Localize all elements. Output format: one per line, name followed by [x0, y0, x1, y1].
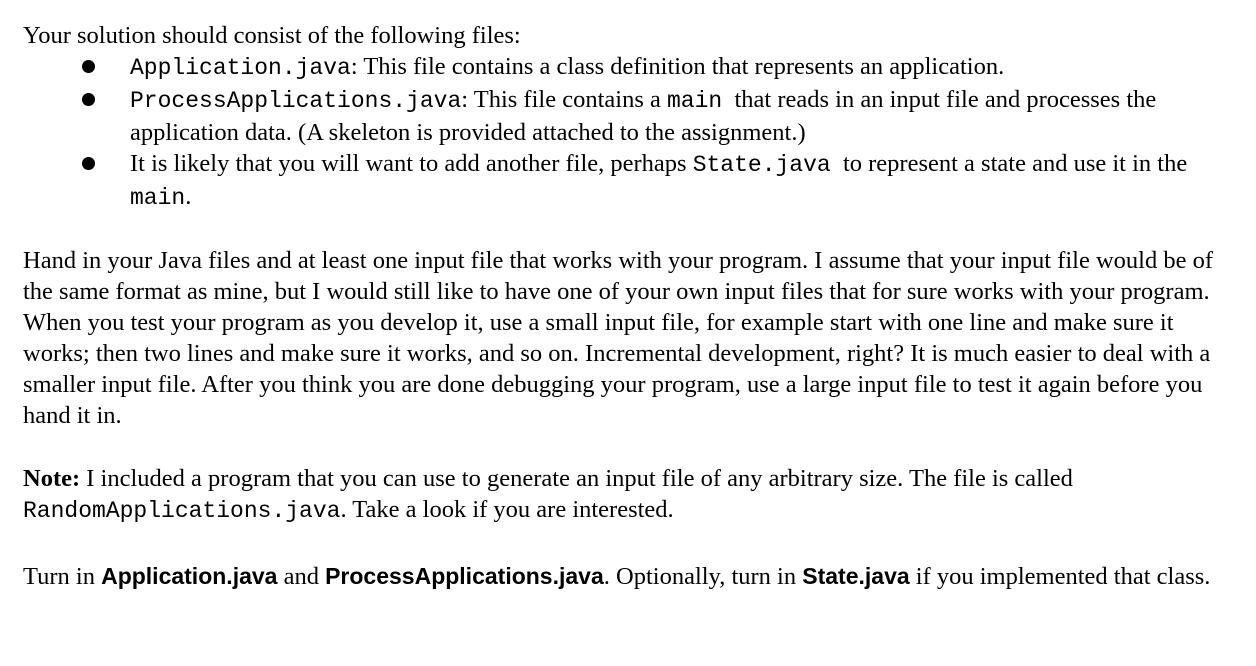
- handin-paragraph: Hand in your Java files and at least one input file that works with your program. I assume that your input file would be of the same format as mine, but I would still like to have one of your own input files that for sure works with your program.: [23, 247, 1214, 305]
- intro-text: Your solution should consist of the following files:: [23, 22, 521, 49]
- file-description: It is likely that you will want to add another file, perhaps: [130, 150, 693, 177]
- spacer: [23, 527, 1238, 561]
- filename-state: State.java: [692, 152, 831, 178]
- bullet-icon: [82, 60, 95, 73]
- list-item-state: [23, 148, 1238, 214]
- spacer: [23, 431, 1238, 463]
- list-item-process-applications: [23, 84, 1238, 148]
- filename-state-bold: State.java: [802, 563, 910, 589]
- list-item-application: [23, 51, 1238, 84]
- file-description: : This file contains a: [461, 86, 667, 113]
- spacer: [23, 214, 1238, 245]
- file-description-cont: to represent a state and use it in the: [830, 150, 1194, 177]
- turnin-paragraph: [23, 561, 1238, 592]
- document-body: [23, 20, 1238, 592]
- turnin-text: Turn in: [23, 563, 102, 590]
- turnin-text: . Optionally, turn in: [603, 563, 803, 590]
- file-description-end: .: [185, 183, 192, 210]
- turnin-text: and: [277, 563, 326, 590]
- code-main: main: [666, 88, 723, 114]
- bullet-icon: [82, 93, 95, 106]
- filename-process-applications: ProcessApplications.java: [130, 88, 462, 114]
- note-label: Note:: [23, 465, 81, 492]
- filename-process-applications-bold: ProcessApplications.java: [325, 563, 604, 589]
- note-text-end: . Take a look if you are interested.: [340, 496, 674, 523]
- filename-application: Application.java: [130, 55, 351, 81]
- filename-random-applications: RandomApplications.java: [23, 498, 341, 524]
- code-main: main: [130, 185, 186, 211]
- file-description: : This file contains a class definition that represents an application.: [350, 53, 1005, 80]
- file-list: [23, 51, 1238, 214]
- file-description-cont: that reads in an input file and processes the application data. (A skeleton is provided attached to the assignment.): [130, 86, 1163, 146]
- filename-application-bold: Application.java: [101, 563, 278, 589]
- turnin-text-end: if you implemented that class.: [909, 563, 1211, 590]
- bullet-icon: [82, 157, 95, 170]
- note-paragraph: [23, 463, 1238, 527]
- testing-paragraph: When you test your program as you develop it, use a small input file, for example start with one line and make sure it works; then two lines and make sure it works, and so on. Incremental development, right? It is much easier to deal with a smaller input file. After you think you are done debugging your program, use a large input file to test it again before you hand it in.: [23, 309, 1211, 429]
- note-text: I included a program that you can use to generate an input file of any arbitrary size. The file is called: [80, 465, 1073, 492]
